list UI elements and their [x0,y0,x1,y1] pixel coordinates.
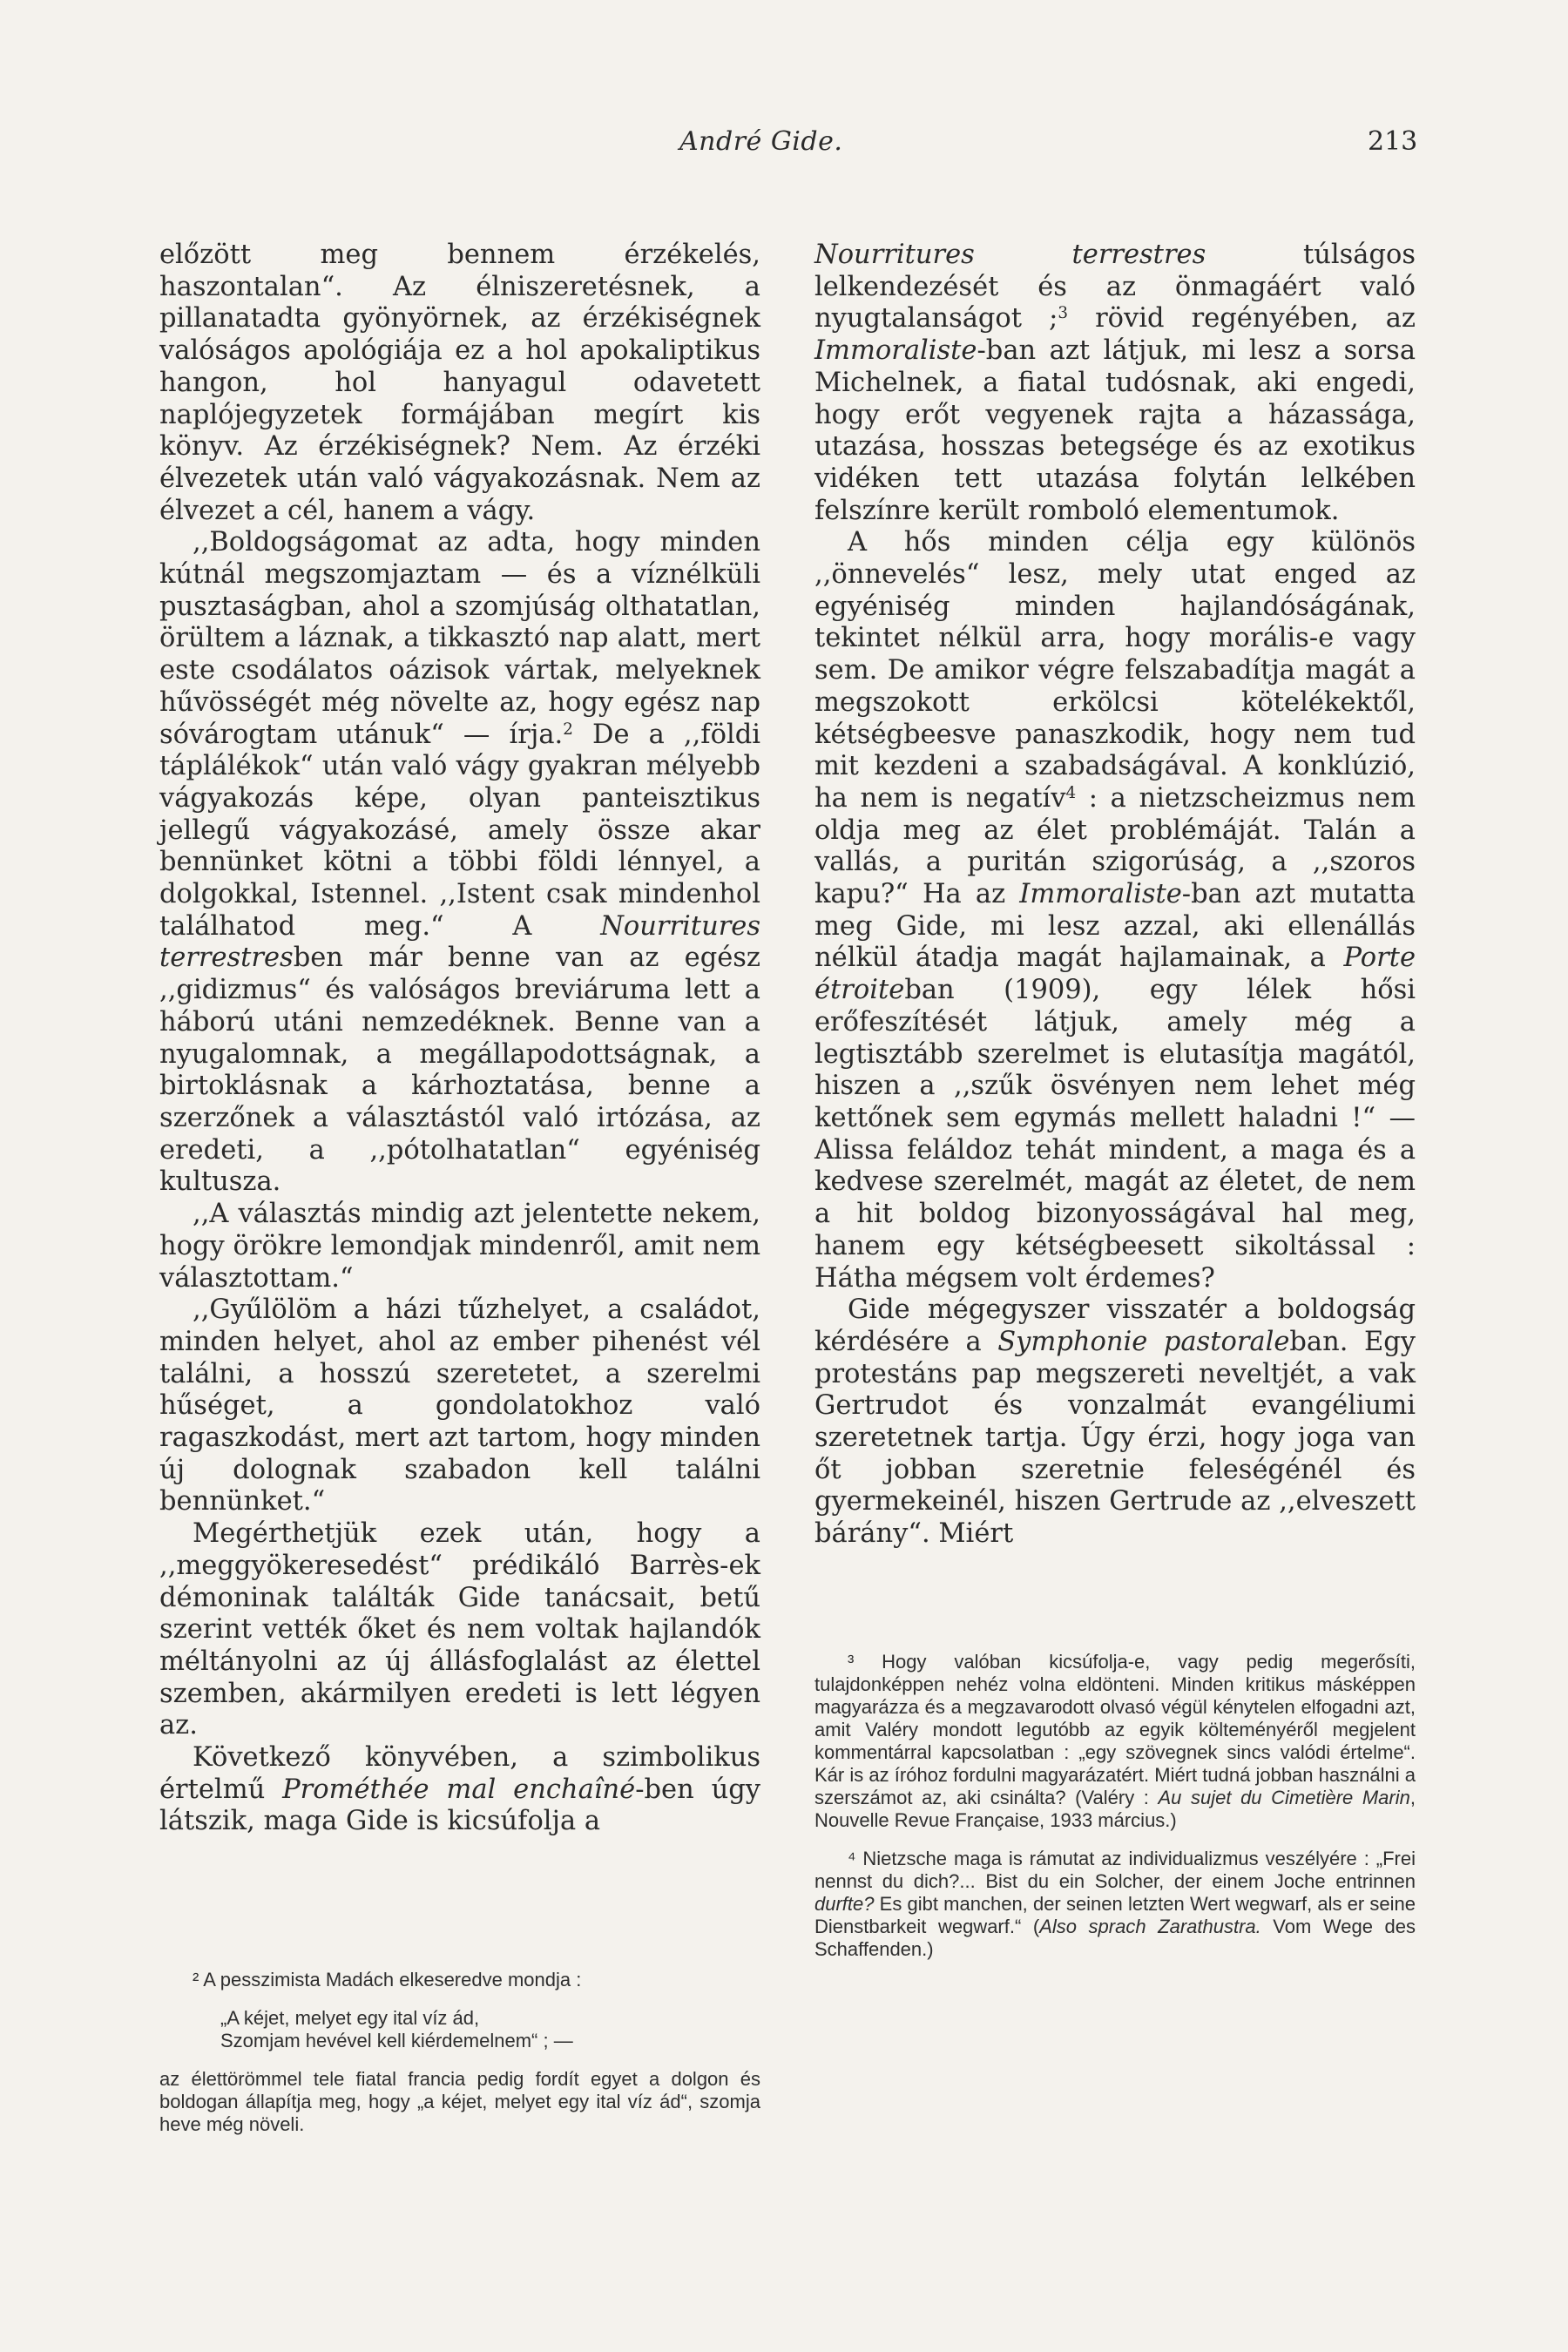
right-paragraph-2 [814,527,1416,1294]
book-title: Nourritures terrestres [159,910,760,974]
running-head-author: André Gide. [679,126,843,157]
footnote-2-verse [220,2007,760,2052]
footnote-2-body: az élettörömmel tele fiatal francia pedig fordít egyet a dolgon és boldogan állapítja meg, hogy „a kéjet, melyet egy ital víz ád“, szomja heve még növeli. [159,2068,760,2135]
footnote-spacer [814,1832,1416,1848]
book-title: Immoraliste [1019,879,1182,910]
left-paragraph-3: ,,A választás mindig azt jelentette nekem, hogy örökre lemondjak mindenről, amit nem választottam.“ [159,1199,760,1294]
left-paragraph-6 [159,1742,760,1838]
footnote-ref-4[interactable]: 4 [1065,783,1077,802]
verse-line-1: „A kéjet, melyet egy ital víz ád, [220,2007,480,2029]
text-run: Gide mégegyszer visszatér a boldogság kérdésére a [814,1294,1416,1357]
text-run: Következő könyvében, a szimbolikus értelmű [159,1742,760,1805]
text-run: -ban azt látjuk, mi lesz a sorsa Michelnek, a fiatal tudósnak, aki engedi, hogy erőt vegyenek rajta a házassága, utazása, hosszas betegsége és az exotikus vidéken tett utazása folytán lelkében felszínre került romboló elementumok. [814,335,1416,526]
book-title: Immoraliste [814,335,977,367]
right-column [814,240,1416,1551]
text-run: ban. Egy protestáns pap megszereti neveltjét, a vak Gertrudot és vonzalmát evangéliumi szeretetnek tartja. Úgy érzi, hogy joga van őt jobban szeretnie feleségénél és gyermekeinél, hiszen Gertrude az ,,elveszett bárány“. Miért [814,1326,1416,1550]
text-run: Es gibt manchen, der seinen letzten Wert wegwarf, als er seine Dienstbarkeit wegwarf.“ ( [814,1893,1416,1937]
right-paragraph-1 [814,240,1416,527]
text-run: túlságos lelkendezését és az önmagáért való nyugtalanságot ; [814,240,1416,335]
book-title: Also sprach Zarathustra. [1039,1916,1261,1937]
footnotes-right [814,1651,1416,1961]
book-title: Au sujet du Cimetière Marin [1158,1787,1410,1808]
text-run: : a nietzscheizmus nem oldja meg az élet problémáját. Talán a vallás, a puritán szigorúság, a ,,szoros kapu?“ Ha az [814,782,1416,910]
footnote-2-intro: ² A pesszimista Madách elkeseredve mondja : [193,1969,582,1990]
text-run: -ben úgy látszik, maga Gide is kicsúfolja a [159,1774,760,1837]
text-run: ³ Hogy valóban kicsúfolja-e, vagy pedig megerősíti, tulajdonképpen nehéz volna eldönteni. Minden kritikus másképpen magyarázza és a megzavarodott olvasó végül kénytelen elfogadni azt, amit Valéry mondott legutóbb az egyik költeményéről megjelent kommentárral kapcsolatban : „egy szövegnek sincs valódi értelme“. Kár is az íróhoz fordulni magyarázatért. Miért tudná jobban használni a szerszámot az, aki csinálta? (Valéry : [814,1651,1416,1808]
left-paragraph-5: Megérthetjük ezek után, hogy a ,,meggyökeresedést“ prédikáló Barrès-ek démoninak találták Gide tanácsait, betű szerint vették őket és nem voltak hajlandók méltányolni az új állásfoglalást az élettel szemben, akármilyen eredeti is lett légyen az. [159,1518,760,1741]
left-paragraph-4: ,,Gyűlölöm a házi tűzhelyet, a családot, minden helyet, ahol az ember pihenést vél találni, a hosszú szeretetet, a szerelmi hűséget, a gondolatokhoz való ragaszkodást, mert azt tartom, hogy minden új dolognak szabadon kell találni bennünket.“ [159,1294,760,1517]
right-paragraph-3 [814,1294,1416,1551]
text-run: ben már benne van az egész ,,gidizmus“ és valóságos breviáruma lett a háború utáni nemzedéknek. Benne van a nyugalomnak, a megállapodottságnak, a birtoklásnak a kárhoztatása, benne a szerzőnek a választástól való irtózása, az eredeti, a ,,pótolhatatlan“ egyéniség kultusza. [159,943,760,1198]
left-paragraph-2 [159,527,760,1199]
book-title: Prométhée mal enchaîné [282,1774,636,1805]
footnotes-left [159,1969,760,2136]
footnote-ref-3[interactable]: 3 [1058,304,1069,323]
running-head [0,126,1568,161]
text-run: , Nouvelle Revue Française, 1933 március.) [814,1787,1416,1831]
page-number: 213 [1368,126,1418,157]
footnote-4 [814,1848,1416,1961]
book-title: Symphonie pastorale [997,1326,1290,1357]
text-run: ,,Boldogságomat az adta, hogy minden kútnál megszomjaztam — és a víznélküli pusztaságban, ahol a szomjúság olthatatlan, örültem a láznak, a tikkasztó nap alatt, mert este csodálatos oázisok vártak, melyeknek hűvösségét még növelte az, hogy egész nap sóvárogtam utánuk“ — írja. [159,527,760,750]
left-column [159,240,760,1838]
book-title: Porte étroite [814,943,1416,1006]
text-run: ban (1909), egy lélek hősi erőfeszítését látjuk, amely még a legtisztább szerelmet is elutasítja magától, hiszen a ,,szűk ösvényen nem lehet még kettőnek sem egymás mellett haladni !“ — Alissa feláldoz tehát mindent, a maga és a kedvese szerelmét, magát az életet, de nem a hit boldog bizonyosságával hal meg, hanem egy kétségbeesett sikoltással : Hátha mégsem volt érdemes? [814,975,1416,1294]
text-run: A hős minden célja egy különös ,,önnevelés“ lesz, mely utat enged az egyéniség minden hajlandóságának, tekintet nélkül arra, hogy morális-e vagy sem. De amikor végre felszabadítja magát a megszokott erkölcsi kötelékektől, kétségbeesve panaszkodik, hogy nem tud mit kezdeni a szabadságával. A konklúzió, ha nem is negatív [814,527,1416,814]
text-run: ⁴ Nietzsche maga is rámutat az individualizmus veszélyére : „Frei nennst du dich?... Bist du ein Solcher, der einem Joche entrinnen [814,1848,1416,1892]
left-paragraph-1: előzött meg bennem érzékelés, haszontalan“. Az élniszeretésnek, a pillanatadta gyönyörnek, az érzékiségnek valóságos apológiája ez a hol apokaliptikus hangon, hol hanyagul odavetett naplójegyzetek formájában megírt kis könyv. Az érzékiségnek? Nem. Az érzéki élvezetek után való vágyakozásnak. Nem az élvezet a cél, hanem a vágy. [159,240,760,526]
footnote-3 [814,1651,1416,1832]
text-run: rövid regényében, az [1068,303,1416,335]
text-run: Vom Wege des Schaffenden.) [814,1916,1416,1960]
text-run: -ban azt mutatta meg Gide, mi lesz azzal, aki ellenállás nélkül átadja magát hajlamainak, a [814,879,1416,974]
text-run: De a ,,földi táplálékok“ után való vágy gyakran mélyebb vágyakozás képe, olyan panteisztikus jellegű vágyakozásé, amely össze akar bennünket kötni a többi földi lénnyel, a dolgokkal, Istennel. ,,Istent csak mindenhol találhatod meg.“ A [159,719,760,942]
book-title: durfte? [814,1893,875,1915]
footnote-ref-2[interactable]: 2 [563,720,573,739]
book-title: Nourritures terrestres [814,240,1206,270]
verse-line-2: Szomjam hevével kell kiérdemelnem“ ; — [220,2030,573,2051]
